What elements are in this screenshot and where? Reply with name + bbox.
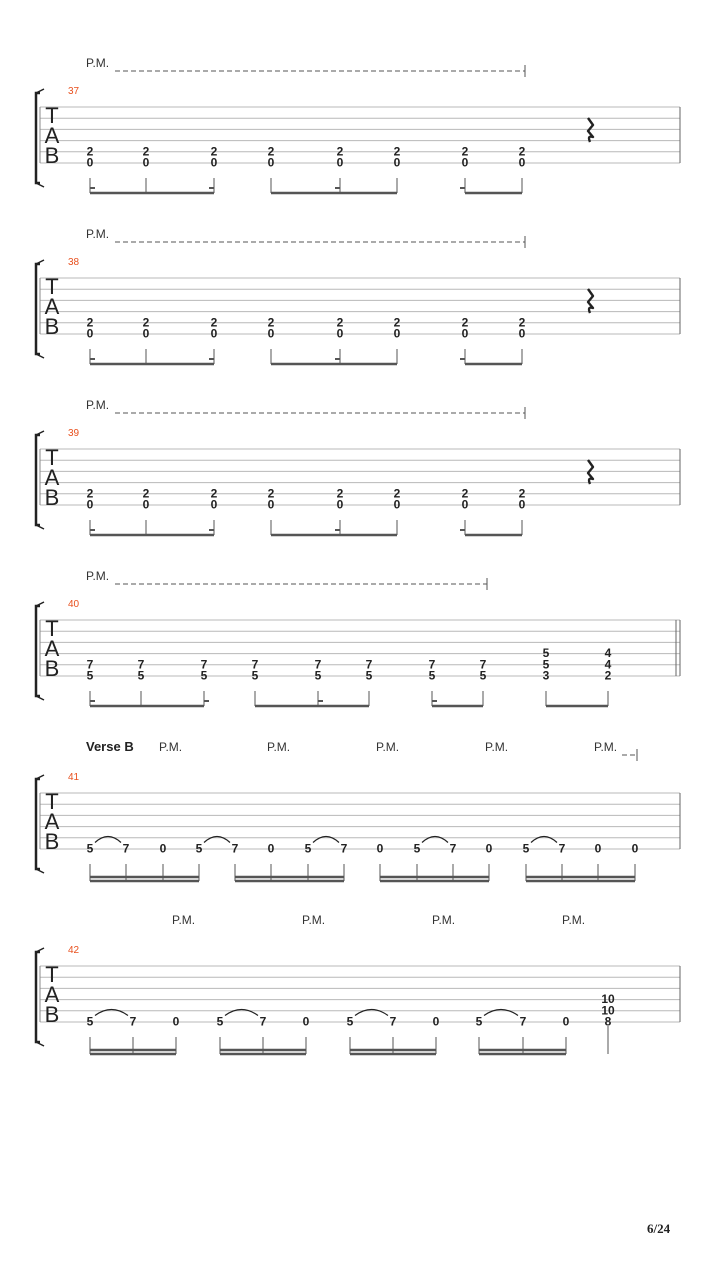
fret-number: 5 xyxy=(86,668,94,683)
fret-number: 7 xyxy=(519,1014,527,1029)
fret-number: 10 xyxy=(601,992,615,1007)
fret-number: 0 xyxy=(159,841,167,856)
fret-number: 7 xyxy=(389,1014,397,1029)
fret-number: 2 xyxy=(518,315,526,330)
fret-number: 4 xyxy=(604,657,612,672)
tab-clef-letter: A xyxy=(44,123,60,148)
tab-clef-letter: T xyxy=(45,616,59,641)
tab-clef-letter: A xyxy=(44,465,60,490)
palm-mute-label: P.M. xyxy=(267,740,291,754)
fret-number: 2 xyxy=(461,315,469,330)
fret-number: 0 xyxy=(562,1014,570,1029)
tab-clef-letter: B xyxy=(44,485,60,510)
fret-number: 0 xyxy=(461,497,469,512)
fret-number: 0 xyxy=(210,155,218,170)
fret-number: 5 xyxy=(137,668,145,683)
fret-number: 5 xyxy=(428,668,436,683)
fret-number: 0 xyxy=(336,497,344,512)
fret-number: 5 xyxy=(86,841,94,856)
fret-number: 10 xyxy=(601,1003,615,1018)
fret-number: 5 xyxy=(522,841,530,856)
fret-number: 5 xyxy=(216,1014,224,1029)
fret-number: 2 xyxy=(461,144,469,159)
tab-clef-letter: A xyxy=(44,809,60,834)
fret-number: 2 xyxy=(393,315,401,330)
palm-mute-label: P.M. xyxy=(159,740,183,754)
fret-number: 2 xyxy=(142,315,150,330)
fret-number: 7 xyxy=(479,657,487,672)
fret-number: 0 xyxy=(267,841,275,856)
fret-number: 2 xyxy=(336,486,344,501)
fret-number: 0 xyxy=(393,497,401,512)
palm-mute-label: P.M. xyxy=(172,913,196,927)
fret-number: 2 xyxy=(393,144,401,159)
fret-number: 0 xyxy=(518,326,526,341)
tab-clef-letter: T xyxy=(45,445,59,470)
tab-clef-letter: B xyxy=(44,143,60,168)
fret-number: 0 xyxy=(461,326,469,341)
quarter-rest-icon xyxy=(588,289,593,313)
fret-number: 7 xyxy=(365,657,373,672)
palm-mute-label: P.M. xyxy=(485,740,509,754)
fret-number: 5 xyxy=(542,657,550,672)
quarter-rest-icon xyxy=(588,460,593,484)
fret-number: 4 xyxy=(604,646,612,661)
fret-number: 5 xyxy=(413,841,421,856)
fret-number: 2 xyxy=(518,486,526,501)
fret-number: 0 xyxy=(432,1014,440,1029)
fret-number: 5 xyxy=(346,1014,354,1029)
fret-number: 2 xyxy=(142,144,150,159)
tab-clef-letter: B xyxy=(44,829,60,854)
fret-number: 0 xyxy=(86,497,94,512)
page-number: 6/24 xyxy=(647,1221,671,1236)
palm-mute-label: P.M. xyxy=(432,913,456,927)
fret-number: 7 xyxy=(340,841,348,856)
tab-clef-letter: A xyxy=(44,294,60,319)
fret-number: 0 xyxy=(518,155,526,170)
fret-number: 0 xyxy=(485,841,493,856)
fret-number: 5 xyxy=(86,1014,94,1029)
quarter-rest-icon xyxy=(588,118,593,142)
measure-number: 38 xyxy=(68,257,80,268)
system-bracket xyxy=(36,952,40,1042)
tab-clef-letter: B xyxy=(44,314,60,339)
fret-number: 8 xyxy=(604,1014,612,1029)
fret-number: 0 xyxy=(267,497,275,512)
tab-clef-letter: B xyxy=(44,1002,60,1027)
palm-mute-label: P.M. xyxy=(594,740,618,754)
fret-number: 2 xyxy=(210,144,218,159)
fret-number: 0 xyxy=(631,841,639,856)
fret-number: 0 xyxy=(376,841,384,856)
fret-number: 2 xyxy=(210,315,218,330)
fret-number: 2 xyxy=(86,144,94,159)
measure-number: 41 xyxy=(68,772,80,783)
tab-clef-letter: T xyxy=(45,962,59,987)
system-bracket xyxy=(36,435,40,525)
fret-number: 7 xyxy=(449,841,457,856)
fret-number: 7 xyxy=(86,657,94,672)
tab-system-37 xyxy=(36,56,680,193)
fret-number: 5 xyxy=(251,668,259,683)
measure-number: 39 xyxy=(68,428,80,439)
fret-number: 3 xyxy=(542,668,550,683)
measure-number: 40 xyxy=(68,599,80,610)
system-bracket xyxy=(36,264,40,354)
tab-system-38 xyxy=(36,227,680,364)
tab-clef-letter: B xyxy=(44,656,60,681)
fret-number: 0 xyxy=(172,1014,180,1029)
fret-number: 7 xyxy=(314,657,322,672)
fret-number: 5 xyxy=(475,1014,483,1029)
fret-number: 2 xyxy=(267,486,275,501)
fret-number: 2 xyxy=(518,144,526,159)
fret-number: 5 xyxy=(200,668,208,683)
fret-number: 0 xyxy=(210,497,218,512)
fret-number: 0 xyxy=(86,155,94,170)
fret-number: 2 xyxy=(210,486,218,501)
fret-number: 2 xyxy=(461,486,469,501)
fret-number: 5 xyxy=(365,668,373,683)
fret-number: 0 xyxy=(267,155,275,170)
fret-number: 2 xyxy=(267,315,275,330)
tab-clef-letter: T xyxy=(45,789,59,814)
fret-number: 2 xyxy=(604,668,612,683)
tab-clef-letter: A xyxy=(44,982,60,1007)
measure-number: 37 xyxy=(68,86,80,97)
fret-number: 2 xyxy=(393,486,401,501)
fret-number: 7 xyxy=(200,657,208,672)
fret-number: 7 xyxy=(428,657,436,672)
fret-number: 0 xyxy=(302,1014,310,1029)
palm-mute-label: P.M. xyxy=(86,56,110,70)
fret-number: 2 xyxy=(336,144,344,159)
fret-number: 2 xyxy=(267,144,275,159)
fret-number: 0 xyxy=(518,497,526,512)
fret-number: 7 xyxy=(259,1014,267,1029)
fret-number: 0 xyxy=(393,326,401,341)
system-bracket xyxy=(36,606,40,696)
tab-system-39 xyxy=(36,398,680,535)
fret-number: 0 xyxy=(86,326,94,341)
fret-number: 7 xyxy=(558,841,566,856)
fret-number: 7 xyxy=(129,1014,137,1029)
measure-number: 42 xyxy=(68,945,80,956)
fret-number: 2 xyxy=(86,486,94,501)
fret-number: 7 xyxy=(122,841,130,856)
system-bracket xyxy=(36,93,40,183)
fret-number: 0 xyxy=(142,326,150,341)
tab-clef-letter: A xyxy=(44,636,60,661)
fret-number: 0 xyxy=(594,841,602,856)
fret-number: 5 xyxy=(195,841,203,856)
fret-number: 0 xyxy=(393,155,401,170)
fret-number: 2 xyxy=(86,315,94,330)
fret-number: 7 xyxy=(231,841,239,856)
fret-number: 7 xyxy=(137,657,145,672)
system-bracket xyxy=(36,779,40,869)
fret-number: 5 xyxy=(304,841,312,856)
fret-number: 5 xyxy=(479,668,487,683)
palm-mute-label: P.M. xyxy=(376,740,400,754)
fret-number: 2 xyxy=(142,486,150,501)
palm-mute-label: P.M. xyxy=(562,913,586,927)
tab-system-40 xyxy=(36,569,680,706)
fret-number: 0 xyxy=(336,326,344,341)
section-label: Verse B xyxy=(86,739,134,754)
fret-number: 0 xyxy=(142,497,150,512)
palm-mute-label: P.M. xyxy=(86,227,110,241)
palm-mute-label: P.M. xyxy=(86,569,110,583)
fret-number: 0 xyxy=(461,155,469,170)
fret-number: 2 xyxy=(336,315,344,330)
fret-number: 0 xyxy=(142,155,150,170)
palm-mute-label: P.M. xyxy=(86,398,110,412)
fret-number: 0 xyxy=(267,326,275,341)
fret-number: 0 xyxy=(210,326,218,341)
fret-number: 0 xyxy=(336,155,344,170)
tab-system-42 xyxy=(36,913,680,1054)
tab-system-41 xyxy=(36,739,680,881)
fret-number: 5 xyxy=(314,668,322,683)
fret-number: 5 xyxy=(542,646,550,661)
palm-mute-label: P.M. xyxy=(302,913,326,927)
tab-clef-letter: T xyxy=(45,274,59,299)
tab-clef-letter: T xyxy=(45,103,59,128)
fret-number: 7 xyxy=(251,657,259,672)
